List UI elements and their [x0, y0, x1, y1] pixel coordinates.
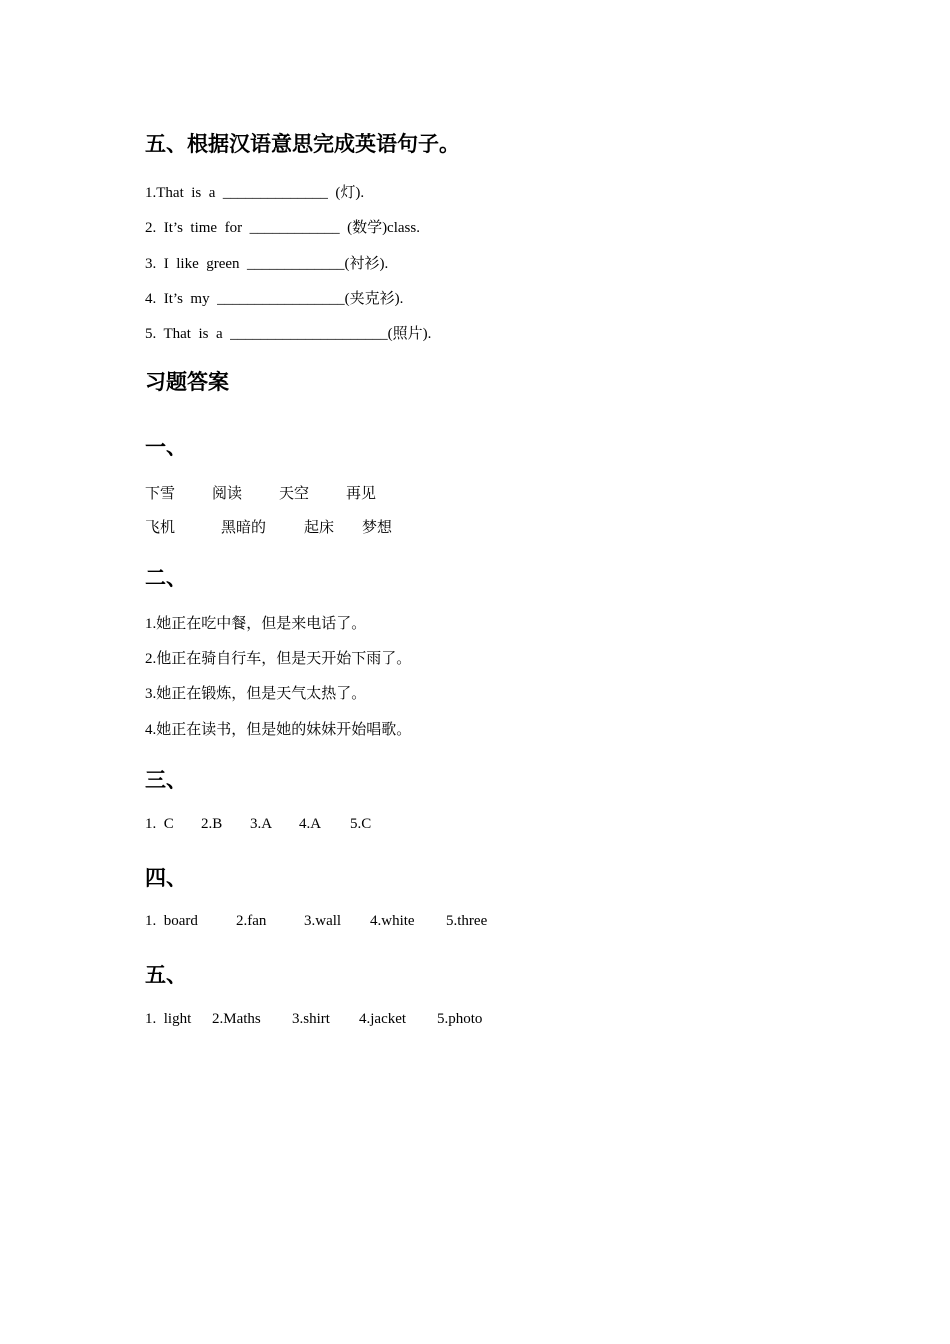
answers-part3-item: 4.A	[299, 816, 322, 832]
section-5-item-2: 2. It’s time for ____________ (数学)class.	[145, 220, 420, 236]
answers-part2-heading: 二、	[145, 566, 187, 590]
answers-part1-word: 阅读	[212, 486, 243, 502]
section-5-item-5: 5. That is a _____________________(照片).	[145, 326, 432, 342]
answers-part2-line-3: 3.她正在锻炼，但是天气太热了。	[145, 686, 367, 702]
answers-part1-word: 天空	[279, 486, 310, 502]
answers-part4-item: 4.white	[370, 913, 415, 929]
answers-part1-word: 起床	[304, 520, 335, 536]
answers-part4-heading: 四、	[145, 866, 187, 890]
answers-title: 习题答案	[145, 370, 229, 394]
section-5-item-4: 4. It’s my _________________(夹克衫).	[145, 291, 404, 307]
answers-part1-word: 飞机	[145, 520, 176, 536]
answers-part4-item: 3.wall	[304, 913, 342, 929]
answers-part5-heading: 五、	[145, 963, 187, 987]
answers-part5-item: 4.jacket	[359, 1011, 407, 1027]
answers-part2-line-2: 2.他正在骑自行车，但是天开始下雨了。	[145, 651, 412, 667]
answers-part1-word: 黑暗的	[221, 520, 267, 536]
answers-part4-item: 2.fan	[236, 913, 267, 929]
section-5-item-3: 3. I like green _____________(衬衫).	[145, 256, 389, 272]
answers-part3-item: 3.A	[250, 816, 273, 832]
answers-part3-heading: 三、	[145, 768, 187, 792]
answers-part3-item: 2.B	[201, 816, 223, 832]
section-5-title: 五、根据汉语意思完成英语句子。	[145, 132, 460, 156]
section-5-item-1: 1.That is a ______________ (灯).	[145, 185, 365, 201]
answers-part1-word: 再见	[346, 486, 377, 502]
answers-part5-item: 1. light	[145, 1011, 192, 1027]
answers-part2-line-1: 1.她正在吃中餐，但是来电话了。	[145, 616, 367, 632]
answers-part5-item: 5.photo	[437, 1011, 483, 1027]
answers-part1-word: 梦想	[362, 520, 393, 536]
answers-part1-heading: 一、	[145, 435, 187, 459]
answers-part3-item: 5.C	[350, 816, 372, 832]
answers-part4-item: 5.three	[446, 913, 488, 929]
answers-part1-word: 下雪	[145, 486, 176, 502]
answers-part5-item: 2.Maths	[212, 1011, 261, 1027]
answers-part5-item: 3.shirt	[292, 1011, 330, 1027]
answers-part2-line-4: 4.她正在读书，但是她的妹妹开始唱歌。	[145, 722, 412, 738]
answers-part3-item: 1. C	[145, 816, 174, 832]
answers-part4-item: 1. board	[145, 913, 198, 929]
